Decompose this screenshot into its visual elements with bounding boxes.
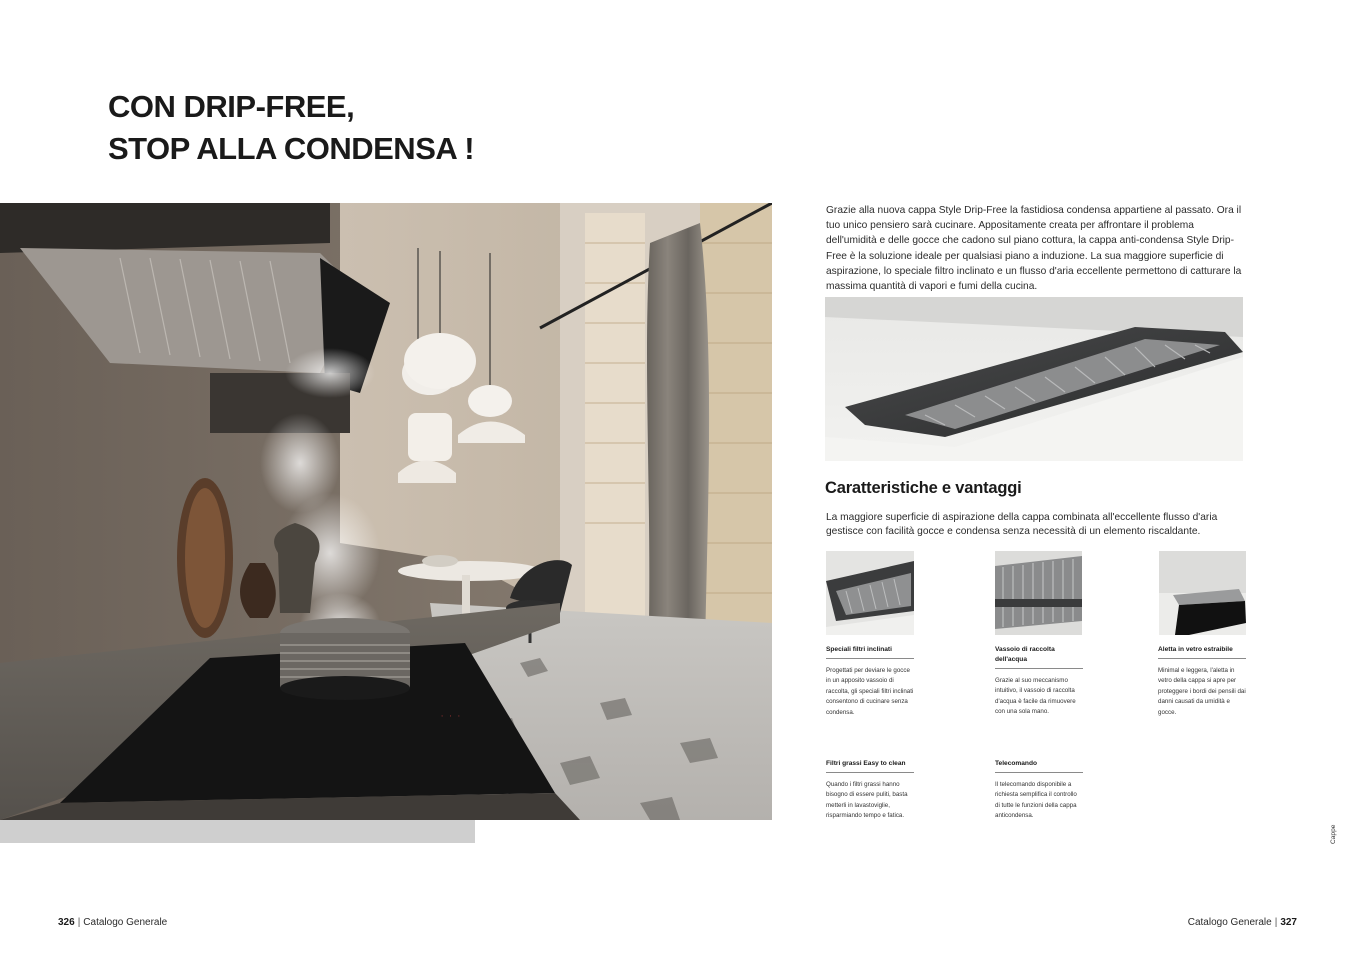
feature-body: Grazie al suo meccanismo intuitivo, il vassoio di raccolta d'acqua è facile da rimuovere con una sola mano. <box>995 677 1076 716</box>
headline-line-2: STOP ALLA CONDENSA ! <box>108 131 475 166</box>
feature-body: Progettati per deviare le gocce in un apposito vassoio di raccolta, gli speciali filtri inclinati consentono di cucinare senza condensa. <box>826 667 914 716</box>
feature-title: Aletta in vetro estraibile <box>1158 645 1246 659</box>
feature-body: Minimal e leggera, l'aletta in vetro della cappa si apre per proteggere i bordi dei pensili dai danni causati da umidità e gocce. <box>1158 667 1246 716</box>
feature-body: Il telecomando disponibile a richiesta semplifica il controllo di tutte le funzioni della cappa anticondensa. <box>995 781 1077 820</box>
section-side-tab <box>1330 826 1344 852</box>
feature-glass-flap <box>1158 645 1246 718</box>
section-title: Caratteristiche e vantaggi <box>825 479 1022 497</box>
side-tab-label: Cappe <box>1330 824 1337 844</box>
footer-separator: | <box>77 917 81 928</box>
feature-image-glass-flap <box>1159 551 1246 635</box>
feature-easy-clean-filters <box>826 759 914 822</box>
hood-detail-image <box>825 297 1243 461</box>
headline-line-1: CON DRIP-FREE, <box>108 89 355 124</box>
feature-water-tray <box>995 645 1083 718</box>
section-text: La maggiore superficie di aspirazione della cappa combinata all'eccellente flusso d'aria gestisce con facilità gocce e condensa senza necessità di un elemento riscaldante. <box>826 512 1218 537</box>
page-headline <box>108 86 474 170</box>
page-number-left: 326 <box>58 917 75 928</box>
footer-right <box>1188 917 1297 928</box>
hero-caption-band <box>0 820 475 843</box>
svg-text:· · ·: · · · <box>440 713 462 721</box>
feature-title: Telecomando <box>995 759 1083 773</box>
feature-image-water-tray <box>995 551 1082 635</box>
footer-label-right: Catalogo Generale <box>1187 917 1272 928</box>
footer-left <box>58 917 167 928</box>
feature-title: Filtri grassi Easy to clean <box>826 759 914 773</box>
feature-inclined-filters <box>826 645 914 718</box>
feature-image-inclined-filters <box>826 551 914 635</box>
footer-label-left: Catalogo Generale <box>83 917 168 928</box>
feature-title: Vassoio di raccolta dell'acqua <box>995 645 1083 669</box>
page-number-right: 327 <box>1280 917 1297 928</box>
feature-body: Quando i filtri grassi hanno bisogno di essere puliti, basta metterli in lavastoviglie, risparmiando tempo e fatica. <box>826 781 908 820</box>
intro-paragraph: Grazie alla nuova cappa Style Drip-Free la fastidiosa condensa appartiene al passato. Ora il tuo unico pensiero sarà cucinare. Appositamente creata per affrontare il problema dell'umidità e delle gocce che cadono sul piano cottura, la cappa anti-condensa Style Drip-Free è la soluzione ideale per qualsiasi piano a induzione. La sua maggiore superficie di aspirazione, lo speciale filtro inclinato e un flusso d'aria eccellente permettono di catturare la massima quantità di vapori e fumi della cucina. <box>826 205 1242 293</box>
footer-separator: | <box>1274 917 1278 928</box>
kitchen-hero-image <box>0 203 772 820</box>
feature-remote-control <box>995 759 1083 822</box>
feature-title: Speciali filtri inclinati <box>826 645 914 659</box>
